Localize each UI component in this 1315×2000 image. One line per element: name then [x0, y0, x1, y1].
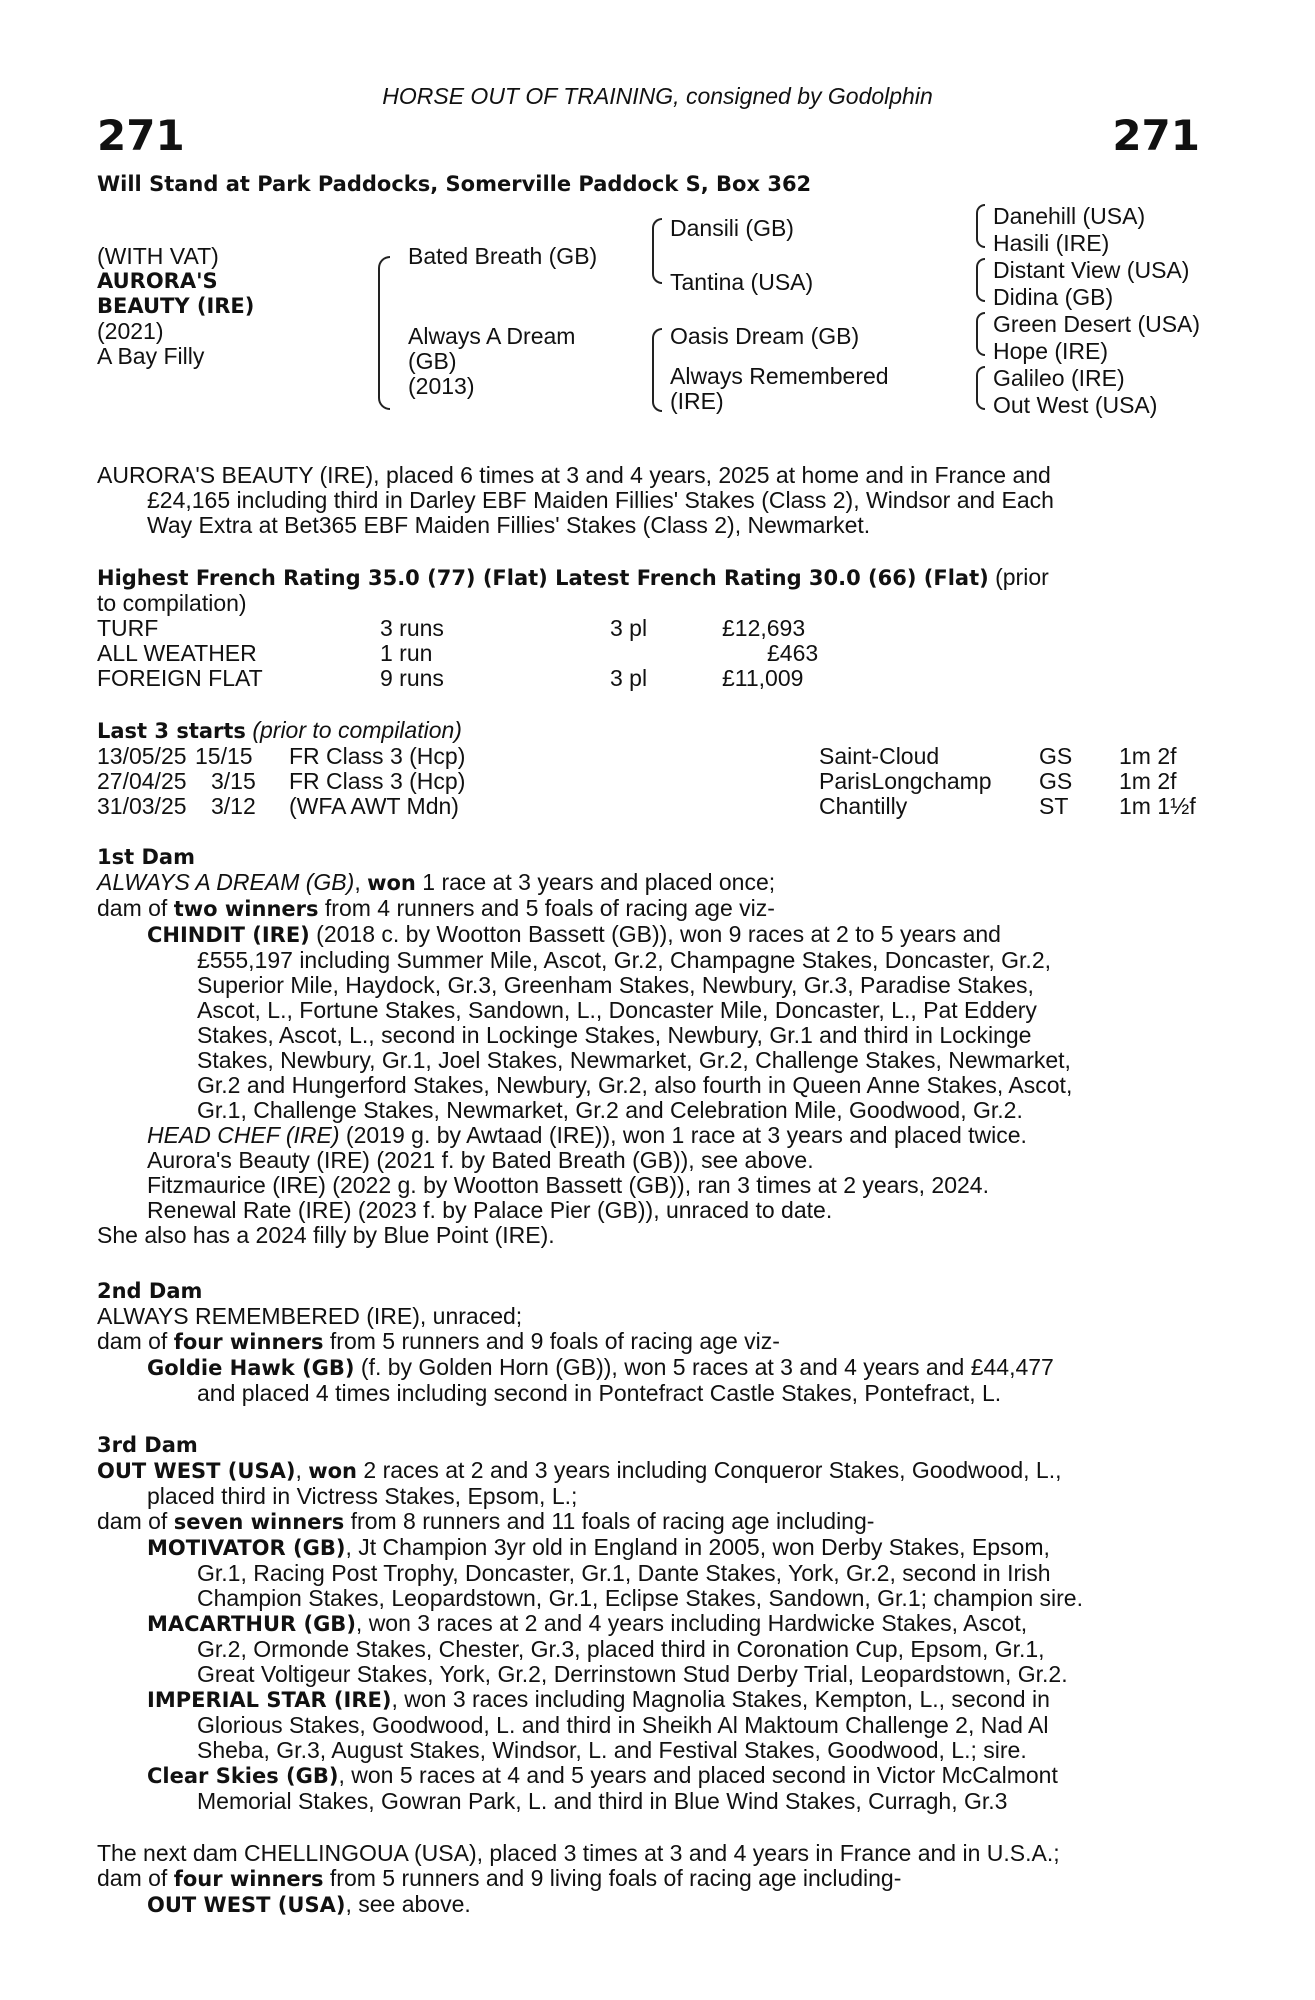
pedigree-fourth-generation — [993, 203, 1200, 419]
chindit-entry: CHINDIT (IRE) (2018 c. by Wootton Bassett (GB)), won 9 races at 2 to 5 years and — [147, 921, 1001, 947]
ratings-heading: Highest French Rating 35.0 (77) (Flat) Latest French Rating 30.0 (66) (Flat) — [97, 566, 989, 590]
first-dam-section: 1st Dam ALWAYS A DREAM (GB), won 1 race at 3 years and placed once; dam of two winners from 4 runners and 5 foals of racing age viz- CHINDIT (IRE) (2018 c. by Wootton Bassett (GB)), won 9 races at 2 to 5 years and £555,197 including Summer Mile, Ascot, Gr.2, Champagne Stakes, Doncaster, Gr.2, Superior Mile, Haydock, Gr.3, Greenham Stakes, Newbury, Gr.3, Paradise Stakes, Ascot, L., Fortune Stakes, Sandown, L., Doncaster Mile, Doncaster, L., Pat Eddery Stakes, Ascot, L., second in Lockinge Stakes, Newbury, Gr.1 and third in Lockinge Stakes, Newbury, Gr.1, Joel Stakes, Newmarket, Gr.2, Challenge Stakes, Newmarket, Gr.2 and Hungerford Stakes, Newbury, Gr.2, also fourth in Queen Anne Stakes, Ascot, Gr.1, Challenge Stakes, Newmarket, Gr.2 and Celebration Mile, Goodwood, Gr.2. HEAD CHEF (IRE) (2019 g. by Awtaad (IRE)), won 1 race at 3 years and placed twice. Aurora's Beauty (IRE) (2021 f. by Bated Breath (GB)), see above. Fitzmaurice (IRE) (2022 g. by Wootton Bassett (GB)), ran 3 times at 2 years, 2024. Renewal Rate (IRE) (2023 f. by Palace Pier (GB)), unraced to date. She also has a 2024 filly by Blue Point (IRE). — [97, 845, 1203, 1248]
next-dam-section: The next dam CHELLINGOUA (USA), placed 3 times at 3 and 4 years in France and in U.S.A.; dam of four winners from 5 runners and 9 living foals of racing age including- OUT WEST (USA), see above. — [97, 1840, 1060, 1917]
pedigree-sire-sire: Dansili (GB) — [670, 215, 794, 241]
pedigree-dds: Galileo (IRE) — [993, 365, 1125, 391]
pedigree-dam-dam: Always Remembered (IRE) — [670, 363, 889, 414]
pedigree-brace-ss — [976, 204, 985, 248]
second-dam-heading: 2nd Dam — [97, 1279, 203, 1303]
lot-number-left: 271 — [97, 111, 185, 160]
pedigree-brace-main — [378, 256, 390, 410]
lot-number-right: 271 — [1112, 111, 1200, 160]
pedigree-brace-ds — [976, 312, 985, 356]
pedigree-sire: Bated Breath (GB) — [408, 243, 598, 269]
pedigree-sss: Danehill (USA) — [993, 203, 1146, 229]
last-starts-heading: Last 3 starts — [97, 719, 246, 743]
pedigree-dam: Always A Dream (GB) (2013) — [408, 323, 576, 399]
horse-info — [97, 244, 254, 369]
horse-year: (2021) — [97, 318, 164, 344]
race-summary: AURORA'S BEAUTY (IRE), placed 6 times at 3 and 4 years, 2025 at home and in France and £24,165 including third in Darley EBF Maiden Fillies' Stakes (Class 2), Windsor and Each Way Extra at Bet365 EBF Maiden Fillies' Stakes (Class 2), Newmarket. — [97, 462, 1054, 538]
pedigree-brace-sire — [652, 218, 662, 284]
pedigree-dss: Green Desert (USA) — [993, 311, 1201, 337]
pedigree-dsd: Hope (IRE) — [993, 338, 1109, 364]
vat-label: (WITH VAT) — [97, 243, 219, 269]
pedigree-sire-dam: Tantina (USA) — [670, 269, 814, 295]
pedigree-ddd: Out West (USA) — [993, 392, 1158, 418]
horse-sex: A Bay Filly — [97, 343, 205, 369]
pedigree-ssd: Hasili (IRE) — [993, 230, 1110, 256]
second-dam-section: 2nd Dam ALWAYS REMEMBERED (IRE), unraced; dam of four winners from 5 runners and 9 foals of racing age viz- Goldie Hawk (GB) (f. by Golden Horn (GB)), won 5 races at 3 and 4 years and £44,477 and placed 4 times including second in Pontefract Castle Stakes, Pontefract, L. — [97, 1279, 1203, 1406]
pedigree-brace-dam — [652, 328, 662, 412]
ratings-table: TURF 3 runs 3 pl £12,693 ALL WEATHER 1 run £463 FOREIGN FLAT 9 runs 3 pl £11,009 — [97, 615, 819, 691]
horse-name-line1: AURORA'S — [97, 269, 218, 293]
third-dam-heading: 3rd Dam — [97, 1433, 198, 1457]
last-starts-section: Last 3 starts (prior to compilation) 13/05/25 15/15 FR Class 3 (Hcp) Saint-Cloud GS 1m 2f 27/04/25 3/15 FR Class 3 (Hcp) ParisLongchamp GS 1m 2f 31/03/25 3/12 (WFA AWT Mdn) Chantilly ST 1m 1½f — [97, 718, 1203, 820]
stand-location: Will Stand at Park Paddocks, Somerville Paddock S, Box 362 — [97, 172, 812, 196]
page-header: HORSE OUT OF TRAINING, consigned by Godolphin — [382, 83, 933, 109]
horse-name-line2: BEAUTY (IRE) — [97, 294, 255, 318]
pedigree-dam-sire: Oasis Dream (GB) — [670, 323, 860, 349]
pedigree-sds: Distant View (USA) — [993, 257, 1190, 283]
pedigree-sdd: Didina (GB) — [993, 284, 1114, 310]
last-starts-table: 13/05/25 15/15 FR Class 3 (Hcp) Saint-Cloud GS 1m 2f 27/04/25 3/15 FR Class 3 (Hcp) ParisLongchamp GS 1m 2f 31/03/25 3/12 (WFA AWT Mdn) Chantilly ST 1m 1½f — [97, 743, 1196, 819]
pedigree-brace-dd — [976, 366, 985, 410]
ratings-section: Highest French Rating 35.0 (77) (Flat) Latest French Rating 30.0 (66) (Flat) (prior to compilation) TURF 3 runs 3 pl £12,693 ALL WEATHER 1 run £463 FOREIGN FLAT 9 runs 3 pl £11,009 — [97, 565, 1203, 692]
third-dam-section: 3rd Dam OUT WEST (USA), won 2 races at 2 and 3 years including Conqueror Stakes, Goodwood, L., placed third in Victress Stakes, Epsom, L.; dam of seven winners from 8 runners and 11 foals of racing age including- MOTIVATOR (GB), Jt Champion 3yr old in England in 2005, won Derby Stakes, Epsom, Gr.1, Racing Post Trophy, Doncaster, Gr.1, Dante Stakes, York, Gr.2, second in Irish Champion Stakes, Leopardstown, Gr.1, Eclipse Stakes, Sandown, Gr.1; champion sire. MACARTHUR (GB), won 3 races at 2 and 4 years including Hardwicke Stakes, Ascot, Gr.2, Ormonde Stakes, Chester, Gr.3, placed third in Coronation Cup, Epsom, Gr.1, Great Voltigeur Stakes, York, Gr.2, Derrinstown Stud Derby Trial, Leopardstown, Gr.2. IMPERIAL STAR (IRE), won 3 races including Magnolia Stakes, Kempton, L., second in Glorious Stakes, Goodwood, L. and third in Sheikh Al Maktoum Challenge 2, Nad Al Sheba, Gr.3, August Stakes, Windsor, L. and Festival Stakes, Goodwood, L.; sire. Clear Skies (GB), won 5 races at 4 and 5 years and placed second in Victor McCalmont Memorial Stakes, Gowran Park, L. and third in Blue Wind Stakes, Curragh, Gr.3 — [97, 1433, 1203, 1814]
first-dam-heading: 1st Dam — [97, 845, 195, 869]
pedigree-brace-sd — [976, 258, 985, 302]
